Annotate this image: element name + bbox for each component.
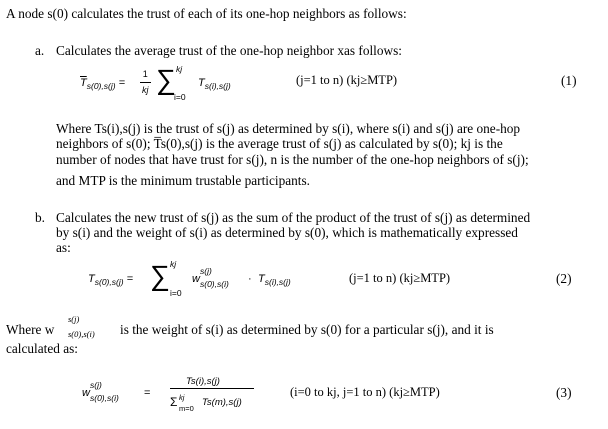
eq2-number: (2) <box>556 271 572 286</box>
eq2-condition: (j=1 to n) (kj≥MTP) <box>349 271 451 285</box>
intro-text: A node s(0) calculates the trust of each of its one-hop neighbors as follows: <box>6 6 407 21</box>
equation-1: $\overline{T}_{s(0),s(j)}$ = $\frac{1}{kj}$ ∑ kj i=0 $T_{s(i),s(j)}$ <box>80 64 270 104</box>
eq3-equals: = <box>144 387 151 399</box>
eq1-coef-bot: kj <box>142 85 149 95</box>
equation-2: $T_{s(0),s(j)}$ = ∑ kj i=0 w s(j) s(0),s(i) · $T_{s(i),s(j)}$ <box>88 258 328 300</box>
eq1-sum-sign: ∑ <box>156 64 176 95</box>
weight-para-line-2: calculated as: <box>6 341 78 356</box>
item-b-line-1: Calculates the new trust of s(j) as the sum of the product of the trust of s(j) as determined <box>56 210 531 225</box>
where-a-line-2: neighbors of s(0); T̅s(0),s(j) is the average trust of s(j) as calculated by s(0); kj is the <box>56 136 503 151</box>
eq3-den-upper: kj <box>179 393 185 402</box>
eq2-w-sub: s(0),s(i) <box>200 279 229 289</box>
item-a-heading: Calculates the average trust of the one-hop neighbor xas follows: <box>56 43 402 58</box>
eq1-sum-upper: kj <box>176 64 183 74</box>
item-b-line-2: by s(i) and the weight of s(i) as determined by s(0), which is mathematically expressed <box>56 225 518 240</box>
eq1-number: (1) <box>561 73 577 88</box>
eq1-coef-top: 1 <box>140 67 151 83</box>
eq1-condition: (j=1 to n) (kj≥MTP) <box>296 73 398 87</box>
eq2-w-sup: s(j) <box>200 266 212 276</box>
weight-para-post: is the weight of s(i) as determined by s(0) for a particular s(j), and it is <box>120 322 494 337</box>
eq3-condition: (i=0 to kj, j=1 to n) (kj≥MTP) <box>290 385 440 399</box>
eq2-sum-lower: i=0 <box>170 288 182 298</box>
where-a-line-3: number of nodes that have trust for s(j), n is the number of the one-hop neighbors of s(j); <box>56 152 529 167</box>
eq3-number: (3) <box>556 385 572 400</box>
item-b-line-3: as: <box>56 240 71 255</box>
where-a-line-1: Where Ts(i),s(j) is the trust of s(j) as determined by s(i), where s(i) and s(j) are one-hop <box>56 121 521 136</box>
item-b-marker: b. <box>35 210 45 225</box>
eq3-w-sub: s(0),s(i) <box>90 393 119 403</box>
weight-para-w-sup: s(j) <box>68 314 80 324</box>
eq3-numerator: Ts(i),s(j) <box>186 376 220 387</box>
eq3-den-term: Ts(m),s(j) <box>202 397 242 408</box>
eq2-sum-sign: ∑ <box>150 260 170 291</box>
eq2-sum-upper: kj <box>170 259 177 269</box>
eq2-dot: · <box>248 273 252 285</box>
weight-para-w-sub: s(0),s(i) <box>68 329 95 339</box>
eq3-w-sup: s(j) <box>90 380 102 390</box>
eq3-den-lower: m=0 <box>179 404 194 413</box>
eq1-sum-lower: i=0 <box>174 92 186 102</box>
weight-para-pre: Where w <box>6 322 55 337</box>
equation-3: w s(j) s(0),s(i) = Ts(i),s(j) Σ kj m=0 Ts(m),s(j) <box>82 372 242 422</box>
eq3-den-sum: Σ <box>170 395 178 409</box>
where-a-line-4: and MTP is the minimum trustable participants. <box>56 173 310 188</box>
item-a-marker: a. <box>35 43 45 58</box>
